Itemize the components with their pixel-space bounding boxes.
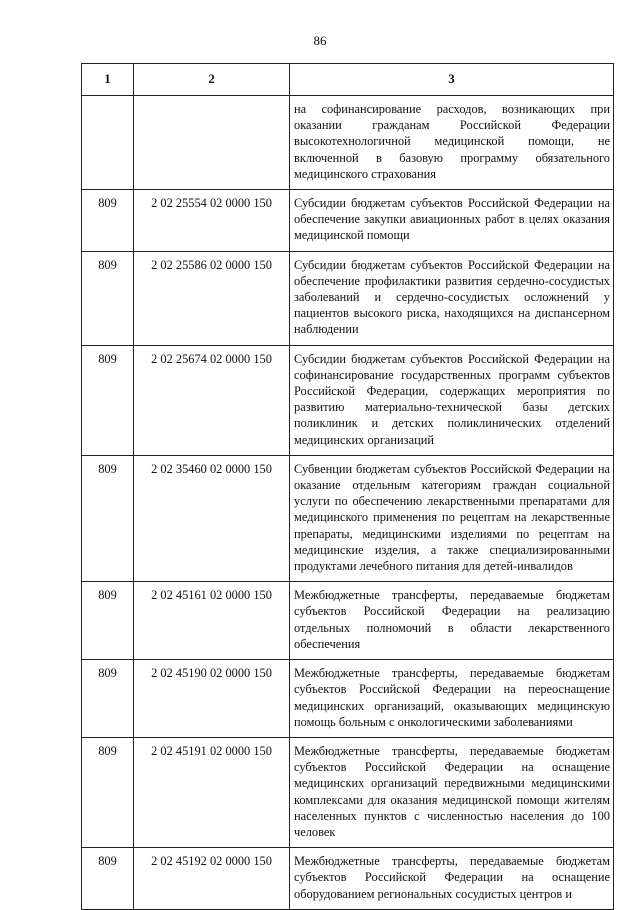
column-header-2: 2 (134, 64, 290, 96)
table-row (82, 96, 614, 190)
page-number: 86 (313, 33, 327, 48)
table-row (82, 251, 614, 345)
column-header-3: 3 (290, 64, 614, 96)
table-row (82, 737, 614, 847)
description-cell: Субсидии бюджетам субъектов Российской Федерации на софинансирование государственных программ субъектов Российской Федерации, содержащих мероприятия по развитию материально-технической базы детских поликлиник и детских поликлинических отделений медицинских организаций (290, 345, 614, 455)
admin-code-cell: 809 (82, 737, 134, 847)
description-cell: Межбюджетные трансферты, передаваемые бюджетам субъектов Российской Федерации на реализацию отдельных полномочий в области лекарственного обеспечения (290, 582, 614, 660)
table-row (82, 582, 614, 660)
description-cell: Межбюджетные трансферты, передаваемые бюджетам субъектов Российской Федерации на оснащение оборудованием региональных сосудистых центров и (290, 848, 614, 910)
description-cell: на софинансирование расходов, возникающих при оказании гражданам Российской Федерации высокотехнологичной медицинской помощи, не включенной в базовую программу обязательного медицинского страхования (290, 96, 614, 190)
table-row (82, 455, 614, 581)
admin-code-cell: 809 (82, 848, 134, 910)
admin-code-cell: 809 (82, 582, 134, 660)
budget-code-cell: 2 02 25554 02 0000 150 (134, 190, 290, 252)
table-row (82, 345, 614, 455)
column-header-1: 1 (82, 64, 134, 96)
description-cell: Субсидии бюджетам субъектов Российской Федерации на обеспечение закупки авиационных работ в целях оказания медицинской помощи (290, 190, 614, 252)
admin-code-cell: 809 (82, 190, 134, 252)
description-cell: Субсидии бюджетам субъектов Российской Федерации на обеспечение профилактики развития сердечно-сосудистых заболеваний и сердечно-сосудистых осложнений у пациентов высокого риска, находящихся на диспансерном наблюдении (290, 251, 614, 345)
description-cell: Межбюджетные трансферты, передаваемые бюджетам субъектов Российской Федерации на оснащение медицинских организаций передвижными медицинскими комплексами для оказания медицинской помощи жителям населенных пунктов с численностью населения до 100 человек (290, 737, 614, 847)
admin-code-cell: 809 (82, 660, 134, 738)
budget-code-cell (134, 96, 290, 190)
budget-code-cell: 2 02 45190 02 0000 150 (134, 660, 290, 738)
table-row (82, 190, 614, 252)
budget-code-cell: 2 02 25586 02 0000 150 (134, 251, 290, 345)
budget-code-cell: 2 02 45192 02 0000 150 (134, 848, 290, 910)
budget-code-cell: 2 02 45191 02 0000 150 (134, 737, 290, 847)
budget-code-cell: 2 02 35460 02 0000 150 (134, 455, 290, 581)
budget-code-cell: 2 02 45161 02 0000 150 (134, 582, 290, 660)
budget-classification-table (81, 63, 614, 910)
table-header-row (82, 64, 614, 96)
table-row (82, 660, 614, 738)
admin-code-cell (82, 96, 134, 190)
admin-code-cell: 809 (82, 345, 134, 455)
description-cell: Межбюджетные трансферты, передаваемые бюджетам субъектов Российской Федерации на переоснащение медицинских организаций, оказывающих медицинскую помощь больным с онкологическими заболеваниями (290, 660, 614, 738)
admin-code-cell: 809 (82, 251, 134, 345)
budget-code-cell: 2 02 25674 02 0000 150 (134, 345, 290, 455)
admin-code-cell: 809 (82, 455, 134, 581)
description-cell: Субвенции бюджетам субъектов Российской Федерации на оказание отдельным категориям граждан социальной услуги по обеспечению лекарственными препаратами для медицинского применения по рецептам на лекарственные препараты, медицинскими изделиями по рецептам на медицинские изделия, а также специализированными продуктами лечебного питания для детей-инвалидов (290, 455, 614, 581)
table-row (82, 848, 614, 910)
